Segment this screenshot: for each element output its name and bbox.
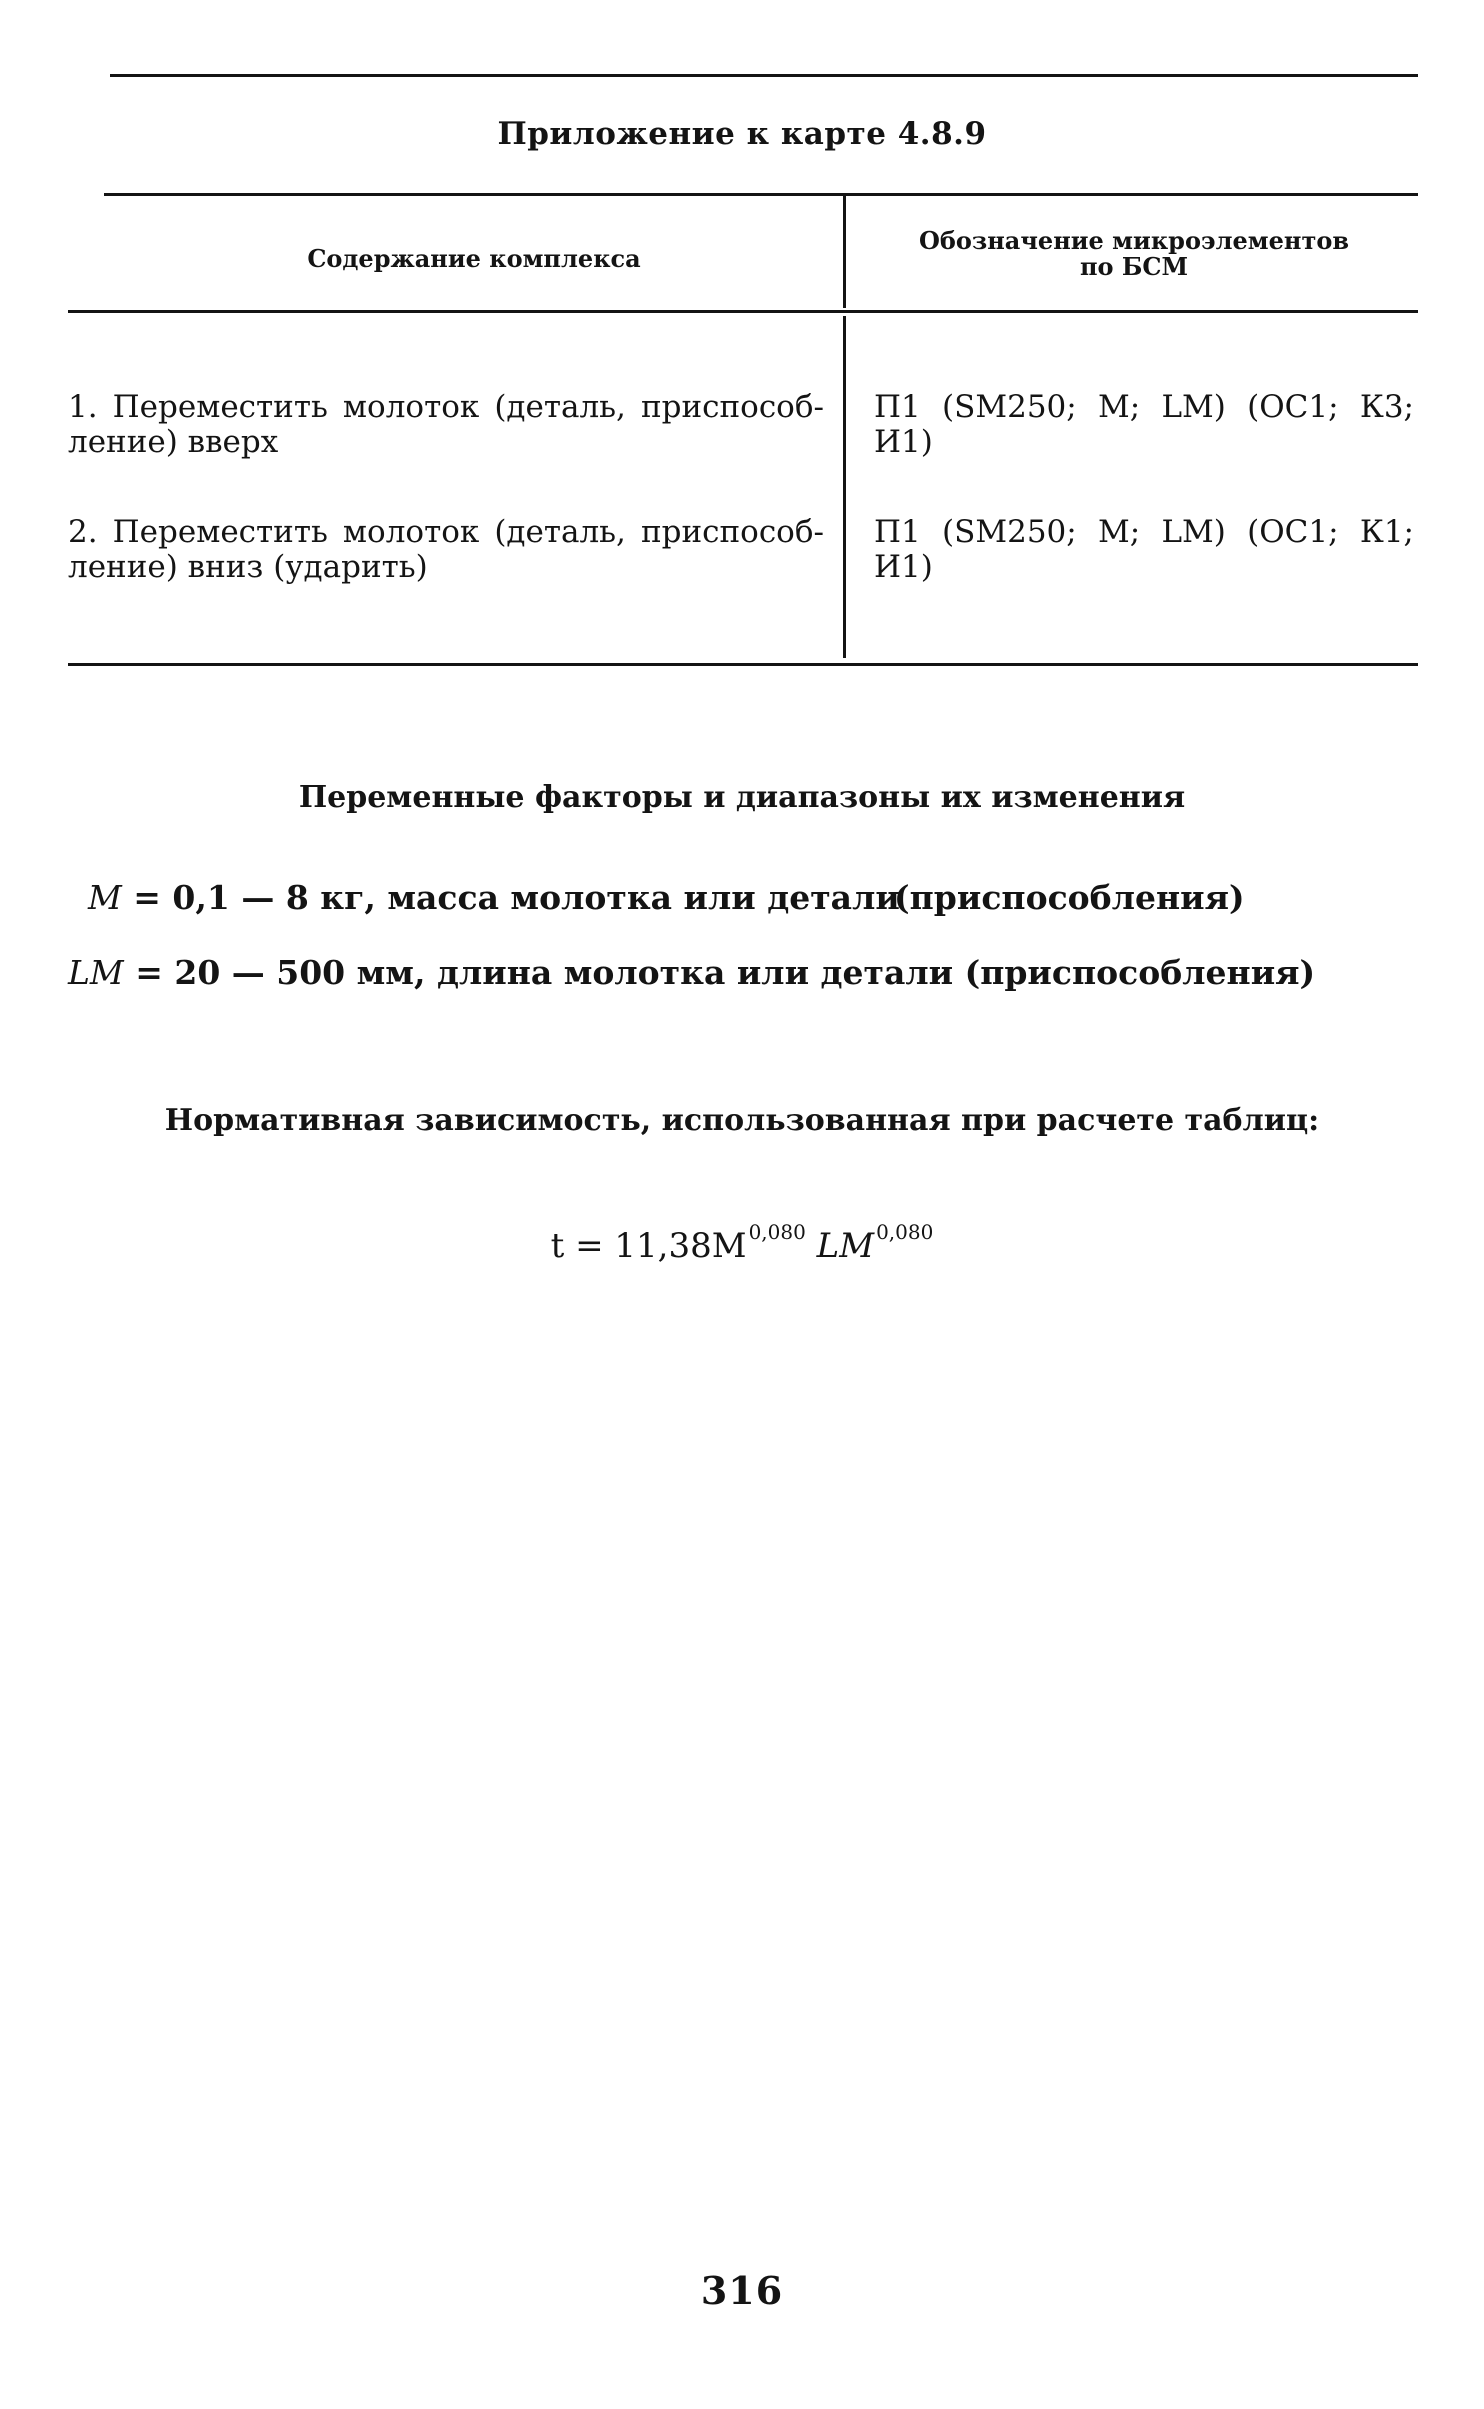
dependency-title: Нормативная зависимость, использованная при расчете таблиц:: [164, 1103, 1320, 1138]
factor-lm: [68, 953, 1315, 992]
header-designation-line1: Обозначение микроэлементов: [919, 226, 1349, 255]
factor-lm-note: (приспособления): [964, 953, 1316, 992]
appendix-caption: Приложение к карте 4.8.9: [497, 116, 987, 152]
top-rule: [110, 74, 1418, 77]
factors-title: Переменные факторы и диапазоны их изменения: [298, 780, 1186, 815]
table-row-2-designation: П1 (SM250; M; LM) (ОС1; К1; И1): [874, 514, 1414, 585]
factor-m: [88, 878, 900, 917]
factor-lm-description: длина молотка или детали: [436, 953, 954, 992]
factor-lm-symbol: LM: [68, 953, 124, 992]
formula-exponent-1: 0,080: [748, 1220, 806, 1244]
header-designation-line2: по БСМ: [1079, 252, 1189, 281]
formula-variable-lm: LM: [816, 1226, 875, 1266]
header-content: Содержание комплекса: [307, 244, 641, 273]
factor-m-description: масса молотка или детали: [387, 878, 900, 917]
table-row-1-designation: П1 (SM250; M; LM) (ОС1; К3; И1): [874, 389, 1414, 460]
factor-m-symbol: M: [88, 878, 122, 917]
factor-lm-range: = 20 — 500 мм,: [135, 953, 426, 992]
table-row-1-content: 1. Переместить молоток (деталь, приспособ-ление) вверх: [68, 389, 824, 460]
table-top-rule: [104, 193, 1418, 196]
page-number: 316: [700, 2268, 784, 2313]
formula-exponent-2: 0,080: [876, 1220, 934, 1244]
factor-m-note: (приспособления): [894, 878, 1245, 917]
dependency-formula: [0, 1220, 1484, 1266]
header-bottom-rule: [68, 310, 1418, 313]
factor-m-range: = 0,1 — 8 кг,: [133, 878, 376, 917]
body-column-divider: [843, 316, 846, 658]
table-row-2-content: 2. Переместить молоток (деталь, приспособ-ление) вниз (ударить): [68, 514, 824, 585]
formula-lhs: t = 11,38M: [550, 1226, 747, 1266]
table-bottom-rule: [68, 663, 1418, 666]
header-column-divider: [843, 196, 846, 308]
